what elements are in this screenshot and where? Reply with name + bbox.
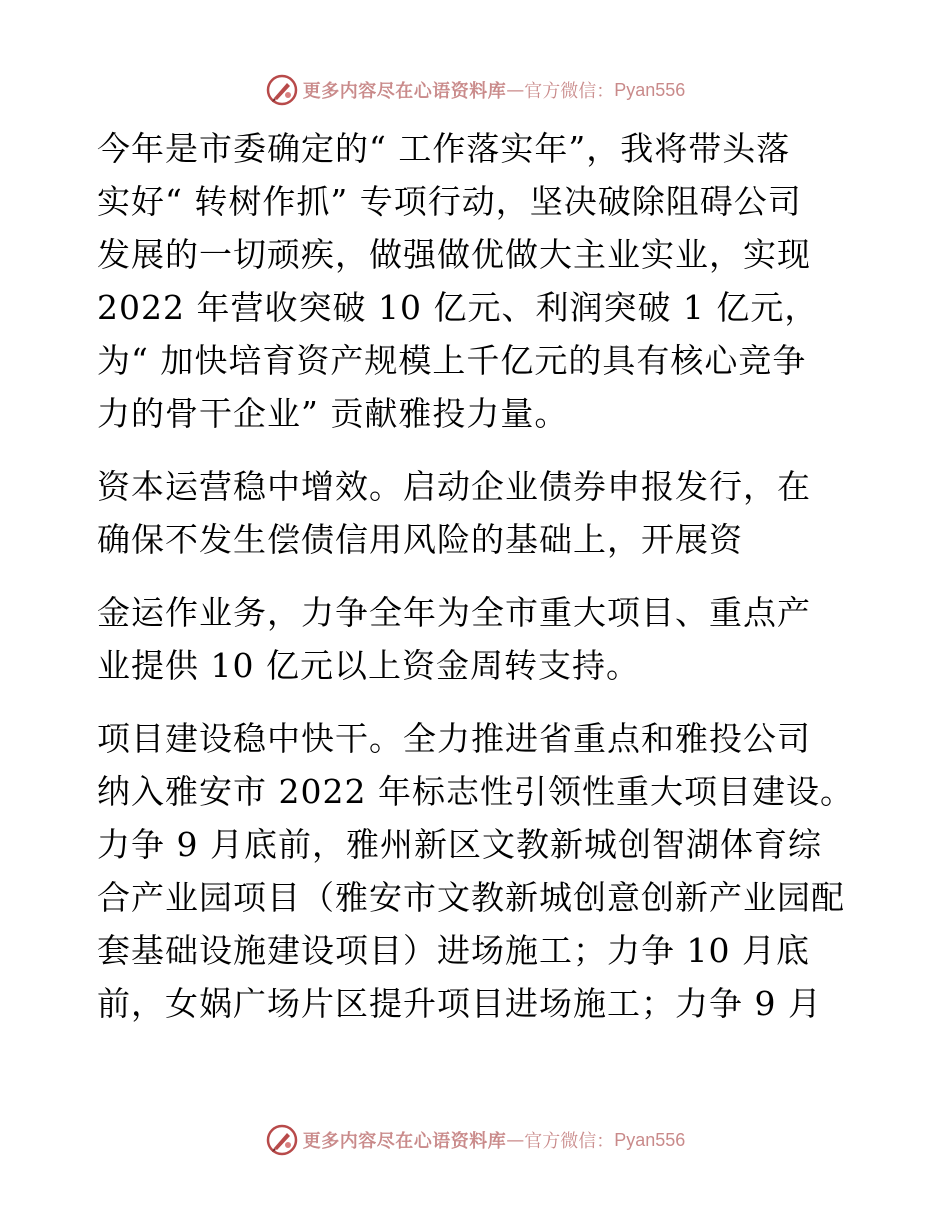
text-line: 纳入雅安市 2022 年标志性引领性重大项目建设。: [97, 772, 854, 811]
text-line: 力争 9 月底前，雅州新区文教新城创智湖体育综: [97, 825, 822, 864]
paragraph-2: [97, 460, 857, 566]
text-line: 确保不发生偿债信用风险的基础上，开展资: [97, 520, 743, 559]
paragraph-1: [97, 122, 857, 440]
text-line: 业提供 10 亿元以上资金周转支持。: [97, 646, 640, 685]
header-banner: [0, 72, 950, 108]
text-line: 套基础设施建设项目）进场施工；力争 10 月底: [97, 931, 810, 970]
banner-brand: 更多内容尽在心语资料库: [302, 81, 507, 102]
text-line: 2022 年营收突破 10 亿元、利润突破 1 亿元，: [97, 288, 819, 327]
text-line: 今年是市委确定的“ 工作落实年”，我将带头落: [97, 129, 791, 168]
banner-official-label: 官方微信：: [524, 1131, 615, 1152]
text-line: 前，女娲广场片区提升项目进场施工；力争 9 月: [97, 984, 822, 1023]
banner-separator: —: [506, 1129, 525, 1151]
text-line: 金运作业务，力争全年为全市重大项目、重点产: [97, 593, 811, 632]
banner-account-id: Pyan556: [614, 79, 686, 100]
text-line: 项目建设稳中快干。全力推进省重点和雅投公司: [97, 719, 811, 758]
pen-logo-icon: [265, 73, 299, 107]
banner-brand: 更多内容尽在心语资料库: [302, 1131, 507, 1152]
pen-logo-icon: [265, 1123, 299, 1157]
footer-banner: [0, 1122, 950, 1158]
paragraph-4: [97, 712, 857, 1030]
banner-separator: —: [506, 79, 525, 101]
text-line: 资本运营稳中增效。启动企业债券申报发行，在: [97, 467, 811, 506]
banner-official-label: 官方微信：: [524, 81, 615, 102]
text-line: 发展的一切顽疾，做强做优做大主业实业，实现: [97, 235, 811, 274]
text-line: 为“ 加快培育资产规模上千亿元的具有核心竞争: [97, 341, 807, 380]
paragraph-3: [97, 586, 857, 692]
banner-account-id: Pyan556: [614, 1129, 686, 1150]
text-line: 合产业园项目（雅安市文教新城创意创新产业园配: [97, 878, 845, 917]
document-body: [97, 122, 857, 1030]
text-line: 力的骨干企业” 贡献雅投力量。: [97, 394, 569, 433]
text-line: 实好“ 转树作抓” 专项行动，坚决破除阻碍公司: [97, 182, 802, 221]
